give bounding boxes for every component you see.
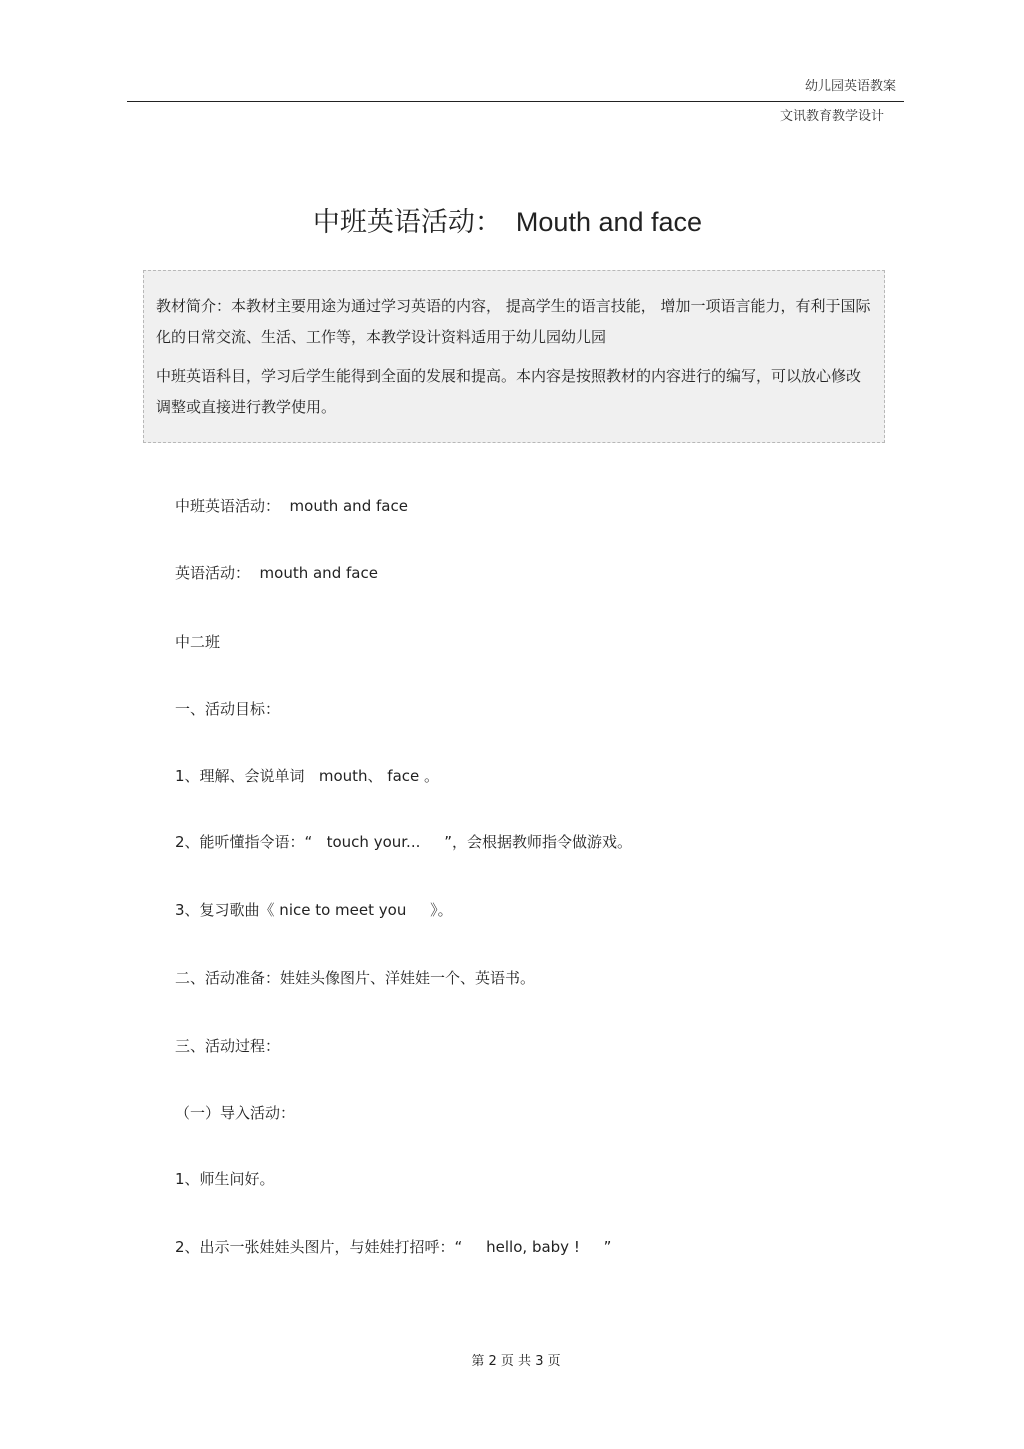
subsection-intro-activity: （一）导入活动： (175, 1104, 296, 1122)
class-name-line: 中二班 (175, 633, 221, 651)
goal-item-2: 2、能听懂指令语：“ touch your... ”，会根据教师指令做游戏。 (175, 833, 632, 851)
intro-paragraph-2: 中班英语科目，学习后学生能得到全面的发展和提高。本内容是按照教材的内容进行的编写，可以放心修改调整或直接进行教学使用。 (156, 367, 862, 416)
goal-item-3: 3、复习歌曲《 nice to meet you 》。 (175, 901, 453, 919)
section-preparation: 二、活动准备：娃娃头像图片、洋娃娃一个、英语书。 (175, 969, 536, 987)
process-step-2: 2、出示一张娃娃头图片，与娃娃打招呼：“ hello, baby ! ” (175, 1238, 612, 1256)
page-title (0, 200, 1015, 239)
page-title-en: Mouth and face (515, 207, 703, 237)
page-title-zh: 中班英语活动： (312, 207, 502, 238)
english-activity-line: 英语活动： mouth and face (175, 564, 378, 582)
intro-paragraph-1: 教材简介：本教材主要用途为通过学习英语的内容， 提高学生的语言技能， 增加一项语言能力，有利于国际化的日常交流、生活、工作等，本教学设计资料适用于幼儿园幼儿园 (156, 297, 871, 346)
page-number-footer: 第 2 页 共 3 页 (471, 1354, 561, 1369)
header-rule (127, 101, 904, 102)
class-activity-line: 中班英语活动： mouth and face (175, 497, 408, 515)
header-doc-category: 幼儿园英语教案 (804, 79, 896, 94)
process-step-1: 1、师生问好。 (175, 1170, 275, 1188)
section-process-heading: 三、活动过程： (175, 1037, 281, 1055)
header-doc-source: 文讯教育教学设计 (779, 109, 884, 124)
section-goals-heading: 一、活动目标： (175, 700, 281, 718)
goal-item-1: 1、理解、会说单词 mouth、 face 。 (175, 767, 440, 785)
intro-box (143, 270, 885, 443)
